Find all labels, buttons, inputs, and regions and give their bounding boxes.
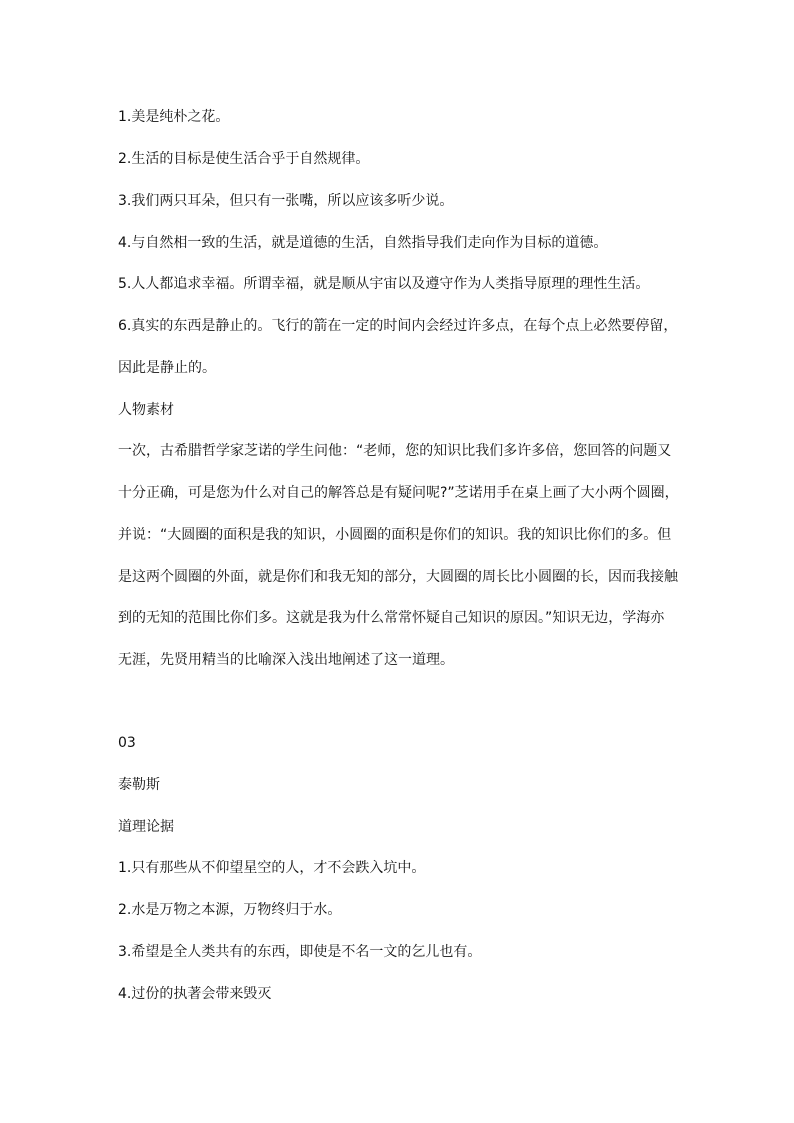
text-line: 到的无知的范围比你们多。这就是我为什么常常怀疑自己知识的原因。”知识无边，学海亦 [118,610,665,626]
text-line: 一次，古希腊哲学家芝诺的学生问他：“老师，您的知识比我们多许多倍，您回答的问题又 [118,443,672,459]
section-heading: 泰勒斯 [118,777,160,793]
text-line: 十分正确，可是您为什么对自己的解答总是有疑问呢?”芝诺用手在桌上画了大小两个圆圈， [118,485,679,501]
text-line: 是这两个圆圈的外面，就是你们和我无知的部分，大圆圈的周长比小圆圈的长，因而我接触 [118,569,678,585]
section-number: 03 [118,735,136,751]
text-line: 4.与自然相一致的生活，就是道德的生活，自然指导我们走向作为目标的道德。 [118,235,608,251]
text-line: 2.水是万物之本源，万物终归于水。 [118,902,342,918]
text-line: 1.美是纯朴之花。 [118,109,230,125]
text-line: 6.真实的东西是静止的。飞行的箭在一定的时间内会经过许多点，在每个点上必然要停留， [118,318,678,334]
text-line: 2.生活的目标是使生活合乎于自然规律。 [118,151,370,167]
text-line: 3.我们两只耳朵，但只有一张嘴，所以应该多听少说。 [118,193,454,209]
text-line: 1.只有那些从不仰望星空的人，才不会跌入坑中。 [118,860,426,876]
text-line: 4.过份的执著会带来毁灭 [118,986,272,1002]
text-line: 因此是静止的。 [118,360,216,376]
text-line: 并说：“大圆圈的面积是我的知识，小圆圈的面积是你们的知识。我的知识比你们的多。但 [118,527,672,543]
text-line: 5.人人都追求幸福。所谓幸福，就是顺从宇宙以及遵守作为人类指导原理的理性生活。 [118,276,650,292]
section-heading: 道理论据 [118,819,174,835]
section-heading: 人物素材 [118,402,174,418]
text-line: 无涯，先贤用精当的比喻深入浅出地阐述了这一道理。 [118,652,454,668]
text-line: 3.希望是全人类共有的东西，即使是不名一文的乞儿也有。 [118,944,482,960]
